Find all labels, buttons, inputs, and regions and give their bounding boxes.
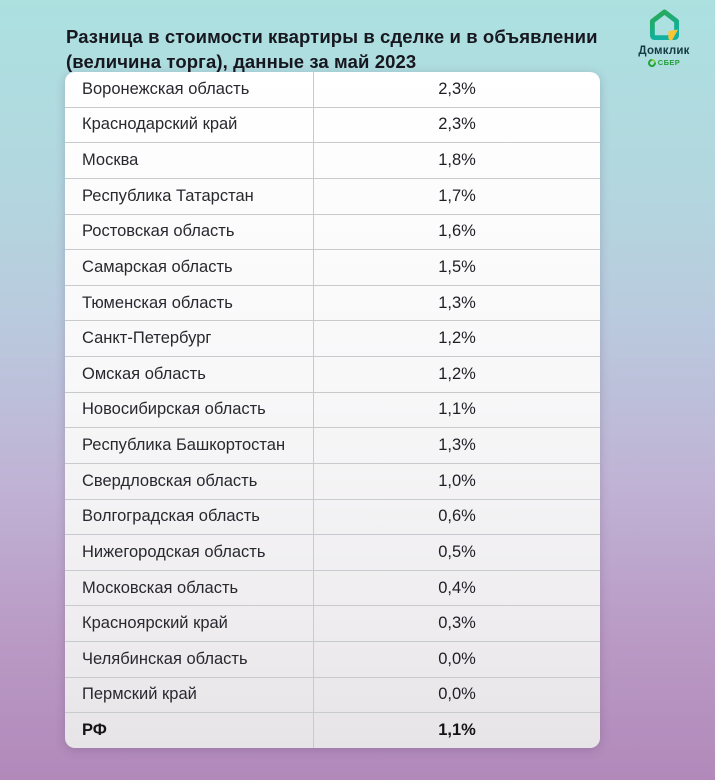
table-row: [65, 606, 600, 642]
table-row: [65, 250, 600, 286]
value-cell: 1,2%: [313, 321, 600, 356]
table-row: [65, 678, 600, 714]
domclick-house-icon: [649, 9, 680, 42]
table-row: [65, 571, 600, 607]
page-title: [66, 24, 598, 74]
value-cell: 2,3%: [313, 72, 600, 107]
region-cell: Краснодарский край: [82, 115, 238, 134]
value-cell: 0,5%: [313, 535, 600, 570]
value-cell: 0,0%: [313, 642, 600, 677]
value-cell: 1,5%: [313, 250, 600, 285]
value-cell: 0,4%: [313, 571, 600, 606]
table-row: [65, 428, 600, 464]
table-row: [65, 108, 600, 144]
region-cell: Санкт-Петербург: [82, 329, 212, 348]
value-cell: 1,8%: [313, 143, 600, 178]
value-cell: 0,0%: [313, 678, 600, 713]
region-cell: Самарская область: [82, 257, 233, 276]
value-cell: 2,3%: [313, 108, 600, 143]
region-cell: Ростовская область: [82, 222, 235, 241]
table-row: [65, 143, 600, 179]
region-cell: Республика Татарстан: [82, 186, 254, 205]
value-cell: 1,1%: [313, 393, 600, 428]
value-cell: 0,3%: [313, 606, 600, 641]
table-row: [65, 72, 600, 108]
region-cell: Московская область: [82, 578, 239, 597]
table-row: [65, 179, 600, 215]
table-row: [65, 642, 600, 678]
table-row: [65, 713, 600, 748]
table-row: [65, 357, 600, 393]
sber-logo-icon: [646, 57, 657, 68]
brand-name: Домклик: [638, 45, 690, 57]
table-row: [65, 286, 600, 322]
sber-lockup: [648, 58, 680, 67]
region-cell: Нижегородская область: [82, 542, 266, 561]
region-cell: РФ: [82, 721, 107, 740]
page-title-line2: (величина торга), данные за май 2023: [66, 51, 417, 73]
value-cell: 1,6%: [313, 215, 600, 250]
region-cell: Пермский край: [82, 685, 197, 704]
table-row: [65, 500, 600, 536]
region-cell: Москва: [82, 151, 139, 170]
region-cell: Воронежская область: [82, 79, 250, 98]
sber-brand-name: СБЕР: [657, 58, 681, 67]
region-cell: Красноярский край: [82, 614, 228, 633]
region-cell: Новосибирская область: [82, 400, 266, 419]
region-cell: Тюменская область: [82, 293, 233, 312]
value-cell: 1,1%: [313, 713, 600, 748]
page-title-line1: Разница в стоимости квартиры в сделке и в объявлении: [66, 26, 598, 48]
table-row: [65, 464, 600, 500]
data-table: [65, 72, 600, 748]
table-row: [65, 321, 600, 357]
value-cell: 1,3%: [313, 428, 600, 463]
value-cell: 1,3%: [313, 286, 600, 321]
region-cell: Омская область: [82, 364, 206, 383]
table-row: [65, 535, 600, 571]
domclick-logo: [625, 9, 703, 67]
region-cell: Республика Башкортостан: [82, 436, 286, 455]
value-cell: 1,2%: [313, 357, 600, 392]
region-cell: Свердловская область: [82, 471, 258, 490]
table-row: [65, 393, 600, 429]
value-cell: 1,7%: [313, 179, 600, 214]
value-cell: 0,6%: [313, 500, 600, 535]
region-cell: Челябинская область: [82, 649, 248, 668]
region-cell: Волгоградская область: [82, 507, 260, 526]
value-cell: 1,0%: [313, 464, 600, 499]
table-row: [65, 215, 600, 251]
